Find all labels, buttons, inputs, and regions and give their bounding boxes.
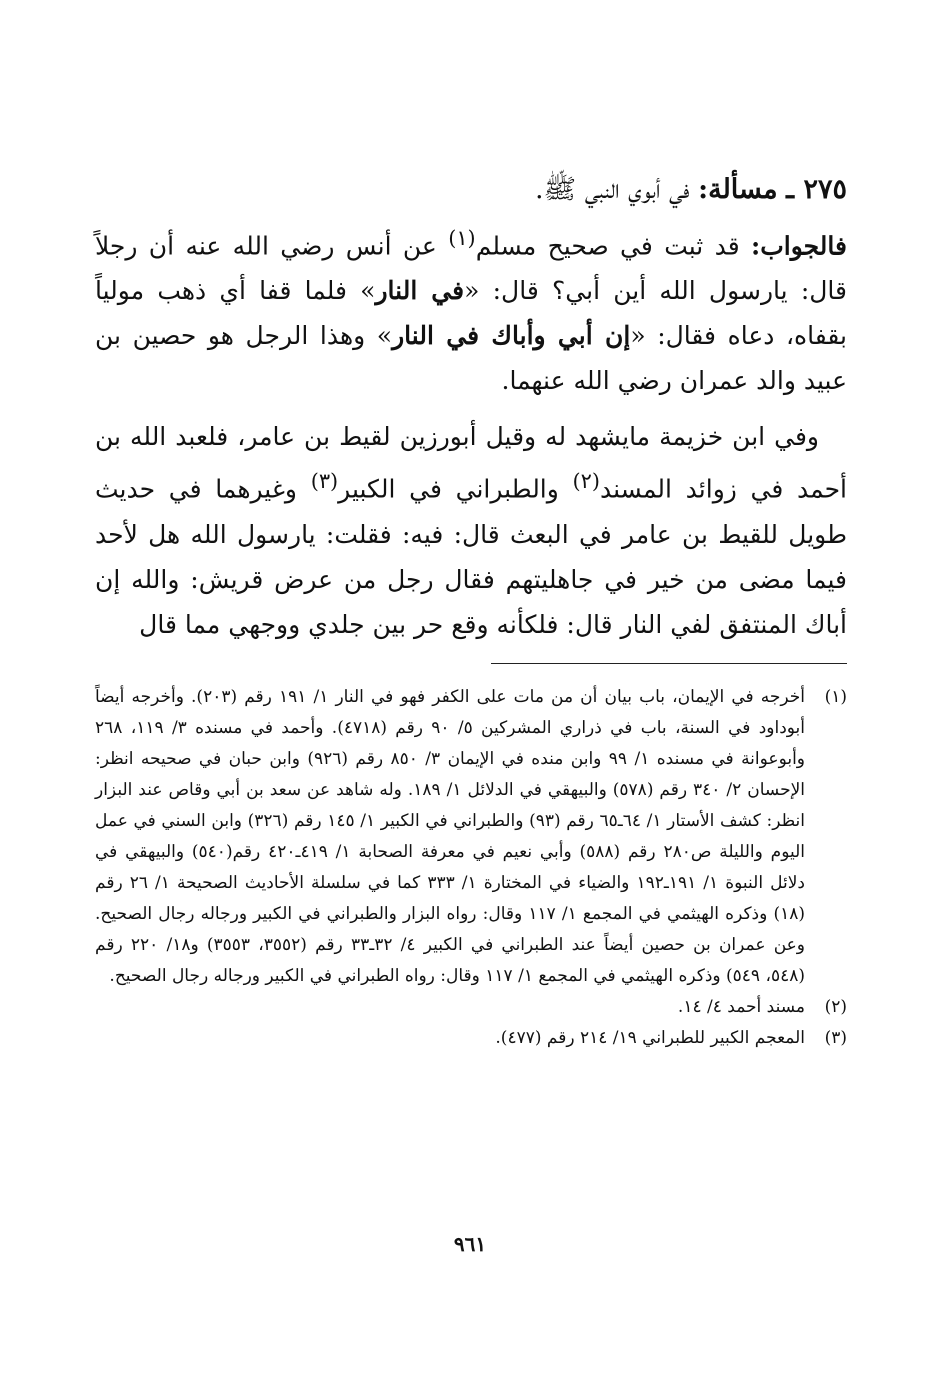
answer-text-3: » فلما قفا أي ذهب مولياً بقفاه، دعاه فقال: «	[95, 276, 847, 351]
section-heading	[95, 168, 847, 212]
footnote-ref-3: (٣)	[310, 469, 339, 494]
paragraph-answer	[95, 216, 847, 403]
footnote-text: المعجم الكبير للطبراني ١٩/ ٢١٤ رقم (٤٧٧).	[495, 1027, 805, 1048]
footnote-ref-2: (٢)	[572, 469, 600, 494]
answer-lead: فالجواب:	[751, 231, 847, 261]
answer-text-2: عن أنس رضي الله عنه أن رجلاً قال: يارسول الله أين أبي؟ قال: «	[95, 231, 847, 306]
issue-title: في أبوي النبي ﷺ.	[534, 174, 690, 205]
para2-text-3: وغيرهما في حديث طويل للقيط بن عامر في البعث قال: فيه: فقلت: يارسول الله هل لأحد فيما مضى من خير في جاهليتهم فقال رجل من عرض قريش: والله إن أباك المنتفق لفي النار قال: فلكأنه وقع حر بين جلدي ووجهي مما قال	[95, 474, 847, 639]
issue-number: ٢٧٥ ـ	[786, 174, 847, 205]
footnote-divider	[491, 663, 847, 664]
para2-text-1: وفي ابن خزيمة مايشهد له وقيل أبورزين لقيط بن عامر، فلعبد الله بن أحمد في زوائد المسند	[95, 422, 848, 504]
quote-in-the-fire: في النار	[375, 276, 465, 306]
footnotes	[95, 682, 847, 1054]
answer-text-4: » وهذا الرجل هو حصين بن عبيد والد عمران رضي الله عنهما.	[95, 321, 847, 396]
answer-text-1: قد ثبت في صحيح مسلم	[475, 231, 752, 261]
issue-keyword: مسألة:	[698, 174, 778, 205]
footnote-text: أخرجه في الإيمان، باب بيان أن من مات على الكفر فهو في النار ١/ ١٩١ رقم (٢٠٣). وأخرجه أيضاً أبوداود في السنة، باب في ذراري المشركين ٥/ ٩٠ رقم (٤٧١٨). وأحمد في مسنده ٣/ ١١٩، ٢٦٨ وأبوعوانة في مسنده ١/ ٩٩ وابن منده في الإيمان ٣/ ٨٥٠ رقم (٩٢٦) وابن حبان في صحيحه انظر: الإحسان ٢/ ٣٤٠ رقم (٥٧٨) والبيهقي في الدلائل ١/ ١٨٩. وله شاهد عن سعد بن أبي وقاص عند البزار انظر: كشف الأستار ١/ ٦٤ـ٦٥ رقم (٩٣) والطبراني في الكبير ١/ ١٤٥ رقم (٣٢٦) وابن السني في عمل اليوم والليلة ص٢٨٠ رقم (٥٨٨) وأبي نعيم في معرفة الصحابة ١/ ٤١٩ـ٤٢٠ رقم(٥٤٠) والبيهقي في دلائل النبوة ١/ ١٩١ـ١٩٢ والضياء في المختارة ١/ ٣٣٣ كما في سلسلة الأحاديث الصحيحة ١/ ٢٦ رقم (١٨) وذكره الهيثمي في المجمع ١/ ١١٧ وقال: رواه البزار والطبراني في الكبير ورجاله رجال الصحيح. وعن عمران بن حصين أيضاً عند الطبراني في الكبير ٤/ ٣٢ـ٣٣ رقم (٣٥٥٢، ٣٥٥٣) و١٨/ ٢٢٠ رقم (٥٤٨، ٥٤٩) وذكره الهيثمي في المجمع ١/ ١١٧ وقال: رواه الطبراني في الكبير ورجاله رجال الصحيح.	[95, 686, 806, 986]
footnote-number: (١)	[824, 686, 847, 707]
footnote-number: (٣)	[824, 1027, 847, 1048]
footnote-number: (٢)	[824, 996, 847, 1017]
page-number: ٩٦١	[453, 1232, 487, 1256]
para2-text-2: والطبراني في الكبير	[338, 474, 573, 504]
paragraph-ibn-khuzaymah	[95, 414, 847, 646]
footnote-ref-1: (١)	[448, 226, 476, 250]
quote-my-father-and-yours: إن أبي وأباك في النار	[392, 321, 631, 351]
footnote-2	[95, 992, 847, 1023]
footnote-text: مسند أحمد ٤/ ١٤.	[677, 996, 805, 1017]
footnote-1	[95, 682, 847, 992]
page-body	[95, 168, 847, 1054]
footnote-3	[95, 1023, 847, 1054]
